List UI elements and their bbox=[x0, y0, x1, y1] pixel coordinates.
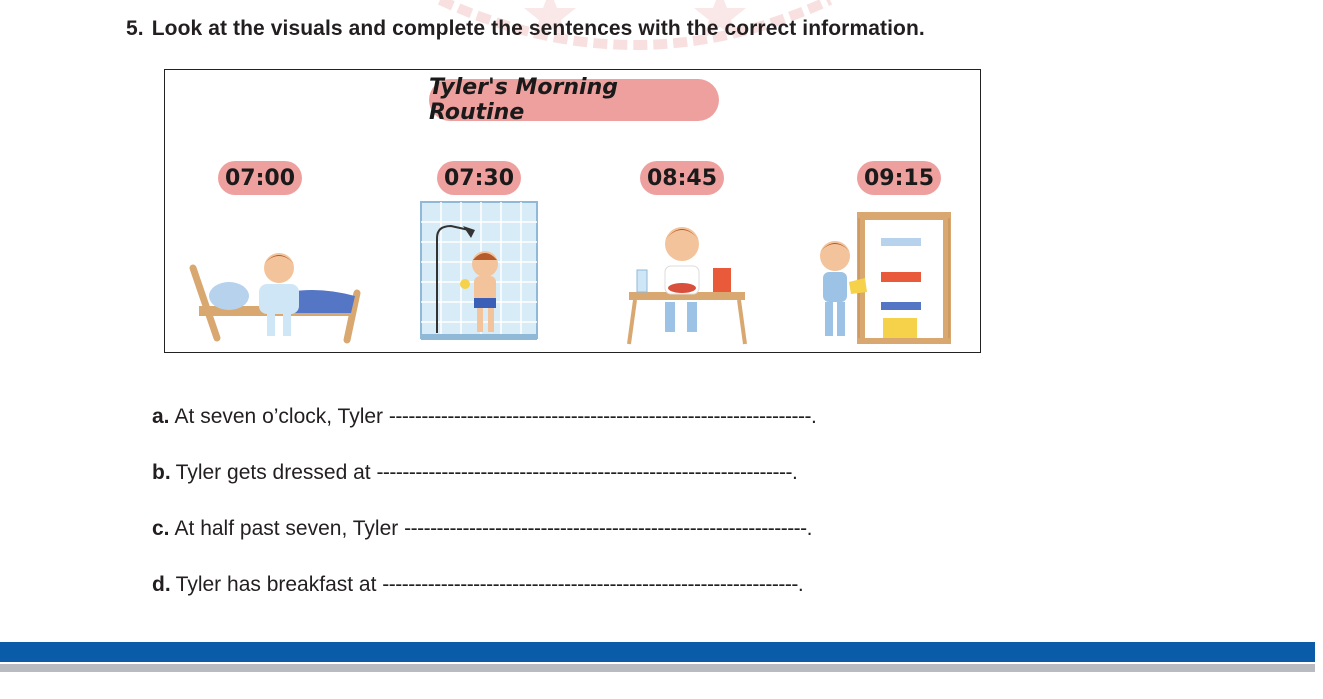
sentence-text: At seven o’clock, Tyler bbox=[174, 405, 389, 428]
sentence-c bbox=[152, 517, 813, 541]
wake-up-illustration bbox=[187, 198, 367, 348]
sentence-d bbox=[152, 573, 804, 597]
sentence-text: Tyler has breakfast at bbox=[175, 573, 383, 596]
footer-blue-bar bbox=[0, 642, 1315, 662]
sentence-end: . bbox=[797, 573, 804, 596]
answer-blank[interactable]: ---------------------------------------------------------------- bbox=[382, 573, 798, 596]
sentence-end: . bbox=[810, 405, 817, 428]
sentence-letter: c. bbox=[152, 517, 170, 540]
time-label-3: 08:45 bbox=[640, 161, 724, 195]
time-label-1: 07:00 bbox=[218, 161, 302, 195]
answer-blank[interactable]: ---------------------------------------------------------------- bbox=[376, 461, 792, 484]
shower-illustration bbox=[417, 198, 542, 348]
sentence-letter: a. bbox=[152, 405, 170, 428]
breakfast-illustration bbox=[625, 198, 755, 348]
time-label-2: 07:30 bbox=[437, 161, 521, 195]
sentence-text: Tyler gets dressed at bbox=[175, 461, 377, 484]
sentence-end: . bbox=[792, 461, 798, 484]
sentence-end: . bbox=[806, 517, 813, 540]
sentence-letter: b. bbox=[152, 461, 171, 484]
answer-blank[interactable]: ----------------------------------------------------------------- bbox=[388, 405, 811, 428]
sentence-text: At half past seven, Tyler bbox=[174, 517, 405, 540]
routine-illustration bbox=[164, 69, 981, 353]
sentence-a bbox=[152, 405, 817, 429]
question-heading bbox=[126, 17, 925, 41]
sentence-b bbox=[152, 461, 798, 485]
answer-blank[interactable]: -------------------------------------------------------------- bbox=[404, 517, 807, 540]
question-text: Look at the visuals and complete the sentences with the correct information. bbox=[151, 17, 925, 40]
routine-title: Tyler's Morning Routine bbox=[429, 79, 719, 121]
time-label-4: 09:15 bbox=[857, 161, 941, 195]
question-number: 5. bbox=[126, 17, 144, 40]
getting-dressed-illustration bbox=[813, 198, 958, 348]
sentence-letter: d. bbox=[152, 573, 171, 596]
footer-gray-bar bbox=[0, 664, 1315, 672]
